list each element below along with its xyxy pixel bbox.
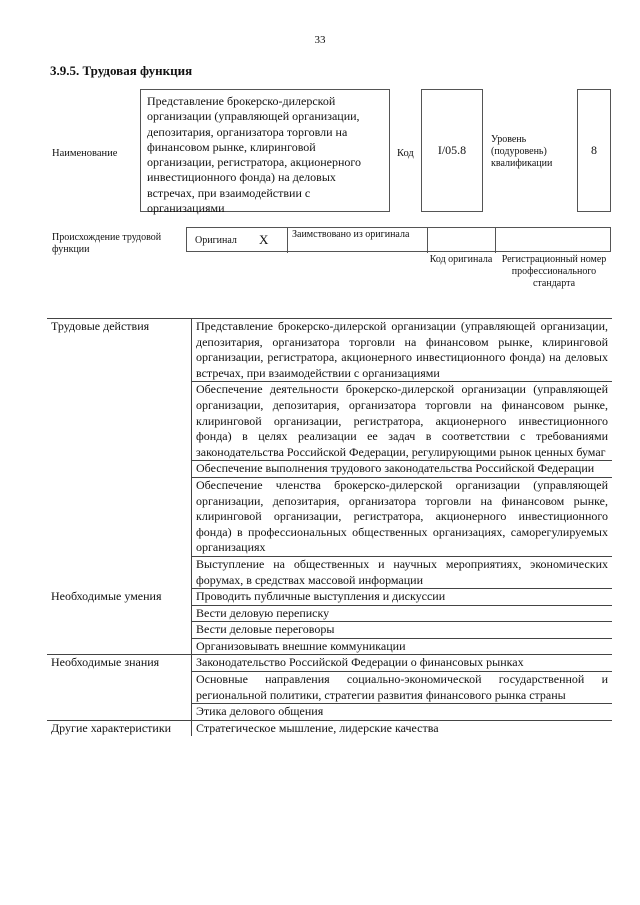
table-row bbox=[47, 319, 612, 382]
borrowed-cell bbox=[288, 228, 428, 253]
origin-row bbox=[186, 227, 611, 252]
function-details-table bbox=[47, 318, 612, 736]
origin-code-cell bbox=[428, 228, 496, 253]
row-label-labor-actions: Трудовые действия bbox=[47, 319, 192, 589]
list-item: Стратегическое мышление, лидерские качества bbox=[196, 720, 439, 735]
level-value: 8 bbox=[591, 143, 597, 157]
level-box bbox=[577, 89, 611, 212]
reg-number-caption: Регистрационный номер профессионального стандарта bbox=[501, 254, 607, 289]
row-label-other: Другие характеристики bbox=[47, 720, 192, 736]
list-item: Организовывать внешние коммуникации bbox=[192, 638, 613, 655]
list-item: Проводить публичные выступления и дискуссии bbox=[192, 589, 613, 606]
section-title: 3.9.5. Трудовая функция bbox=[50, 63, 193, 78]
original-cell bbox=[187, 228, 288, 253]
function-name-value: Представление брокерско-дилерской организации (управляющей организации, депозитария, организатора торговли на финансовом рынке, клиринговой организации, регистратора, акционерного инвестиционного фонда) на деловых встречах, при взаимодействии с организациями bbox=[147, 94, 362, 216]
original-label: Оригинал bbox=[195, 235, 237, 246]
list-item: Вести деловую переписку bbox=[192, 605, 613, 622]
list-item: Основные направления социально-экономической государственной и региональной политики, стратегии развития финансового рынка страны bbox=[192, 672, 613, 704]
code-original-caption: Код оригинала bbox=[429, 254, 493, 265]
list-item: Этика делового общения bbox=[192, 704, 613, 721]
function-name-box bbox=[140, 89, 390, 216]
code-label: Код bbox=[397, 148, 414, 159]
list-item: Законодательство Российской Федерации о финансовых рынках bbox=[192, 655, 613, 672]
original-mark: X bbox=[259, 232, 269, 247]
code-box bbox=[421, 89, 483, 212]
list-item: Вести деловые переговоры bbox=[192, 622, 613, 639]
reg-number-cell bbox=[496, 228, 612, 253]
table-row bbox=[47, 589, 612, 606]
list-item: Обеспечение членства брокерско-дилерской организации (управляющей организации, депозитария, организатора торговли на финансовом рынке, клиринговой организации, регистратора, акционерного инвестиционного фонда) в профессиональных общественных организациях, саморегулируемых организациях bbox=[192, 477, 613, 556]
row-label-skills: Необходимые умения bbox=[47, 589, 192, 655]
row-label-knowledge: Необходимые знания bbox=[47, 655, 192, 720]
list-item: Обеспечение деятельности брокерско-дилерской организации (управляющей организации, депозитария, организатора торговли на финансовом рынке, клиринговой организации, регистратора, акционерного инвестиционного фонда) в целях реализации ее задач в соответствии с требованиями законодательства Российской Федерации, регулирующими рынок ценных бумаг bbox=[192, 382, 613, 461]
table-row bbox=[47, 720, 612, 736]
borrowed-label: Заимствовано из оригинала bbox=[292, 229, 410, 240]
table-row bbox=[47, 655, 612, 672]
origin-label: Происхождение трудовой функции bbox=[52, 232, 162, 255]
level-label: Уровень (подуровень) квалификации bbox=[491, 134, 553, 169]
name-label: Наименование bbox=[52, 148, 118, 159]
code-value: I/05.8 bbox=[437, 143, 467, 157]
page-number: 33 bbox=[314, 34, 326, 46]
list-item: Выступление на общественных и научных мероприятиях, экономических форумах, в средствах массовой информации bbox=[192, 556, 613, 588]
list-item: Обеспечение выполнения трудового законодательства Российской Федерации bbox=[192, 461, 613, 478]
list-item: Представление брокерско-дилерской организации (управляющей организации, депозитария, организатора торговли на финансовом рынке, клиринговой организации, регистратора, акционерного инвестиционного фонда) на деловых встречах, при взаимодействии с организациями bbox=[192, 319, 613, 382]
